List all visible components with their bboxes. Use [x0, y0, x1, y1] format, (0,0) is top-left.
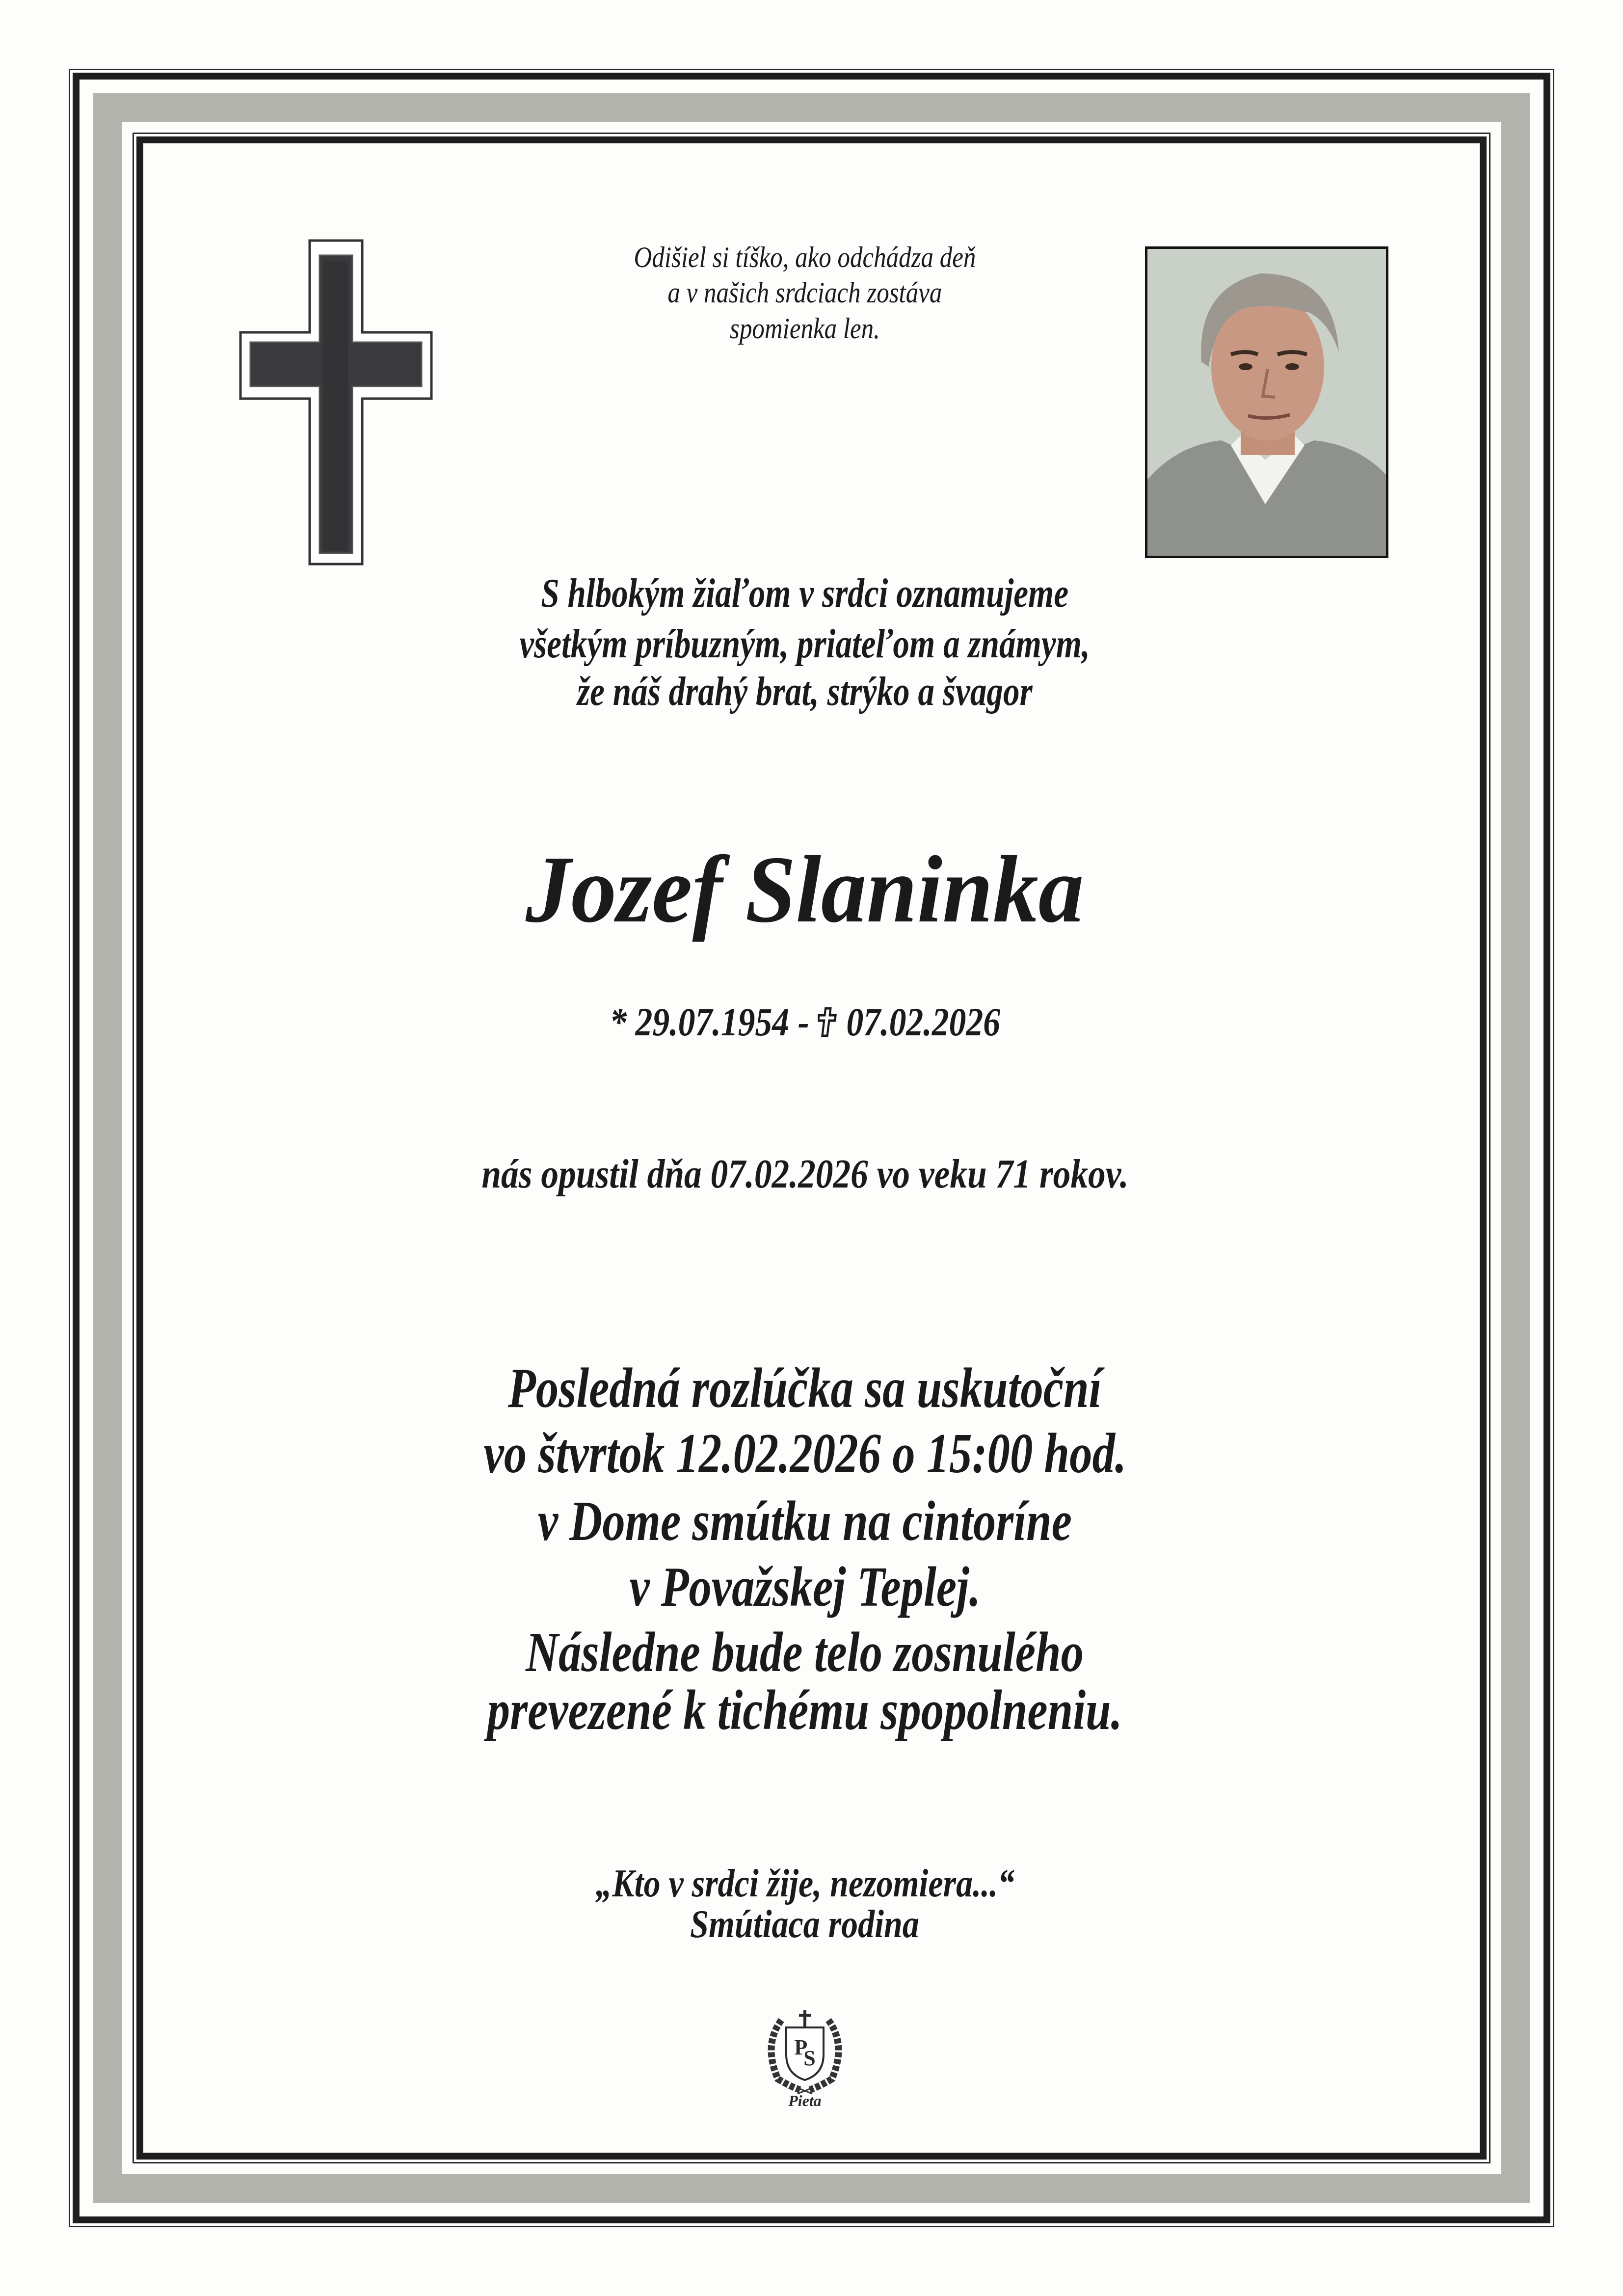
ceremony-line [0, 1555, 1610, 1620]
announcement-line [0, 569, 1610, 617]
birth-date: 29.07.1954 [635, 999, 789, 1044]
text-line: S hlbokým žiaľom v srdci oznamujeme [541, 570, 1069, 616]
text-line: Jozef Slaninka [526, 837, 1084, 943]
logo-brand: Pieta [788, 2092, 822, 2108]
text-line: v Dome smútku na cintoríne [538, 1490, 1072, 1553]
closing-signature [0, 1902, 1610, 1947]
deceased-photo [1145, 246, 1388, 558]
life-dates [0, 999, 1610, 1045]
birth-symbol: * [610, 999, 627, 1044]
logo-monogram: PS [794, 2035, 816, 2070]
text-line: všetkým príbuzným, priateľom a známym, [519, 621, 1091, 667]
pieta-logo [756, 2005, 854, 2108]
text-line: vo štvrtok 12.02.2026 o 15:00 hod. [483, 1422, 1126, 1485]
text-line: „Kto v srdci žije, nezomiera...“ [595, 1862, 1014, 1905]
ceremony-line [0, 1678, 1610, 1743]
passing-text [0, 1150, 1610, 1198]
ceremony-line [0, 1489, 1610, 1554]
deceased-name [0, 835, 1610, 945]
death-cross-icon [818, 1007, 838, 1037]
text-line: Následne bude telo zosnulého [526, 1621, 1084, 1684]
date-separator: - [798, 999, 809, 1044]
ceremony-line [0, 1421, 1610, 1486]
closing-quote [0, 1862, 1610, 1906]
text-line: že náš drahý brat, strýko a švagor [577, 669, 1033, 714]
text-line: Smútiaca rodina [690, 1903, 920, 1946]
ceremony-line [0, 1620, 1610, 1685]
text-line [610, 999, 1000, 1045]
text-line: Odišiel si tíško, ako odchádza deň [634, 241, 976, 273]
announcement-line [0, 668, 1610, 715]
text-line: v Považskej Teplej. [629, 1556, 981, 1619]
text-line: nás opustil dňa 07.02.2026 vo veku 71 rokov. [481, 1151, 1129, 1197]
death-date: 07.02.2026 [846, 999, 1000, 1044]
text-line: prevezené k tichému spopolneniu. [487, 1679, 1123, 1742]
text-line: a v našich srdciach zostáva [667, 276, 942, 309]
text-line: spomienka len. [730, 312, 880, 345]
text-line: Posledná rozlúčka sa uskutoční [508, 1357, 1102, 1420]
announcement-line [0, 620, 1610, 668]
ceremony-line [0, 1356, 1610, 1421]
